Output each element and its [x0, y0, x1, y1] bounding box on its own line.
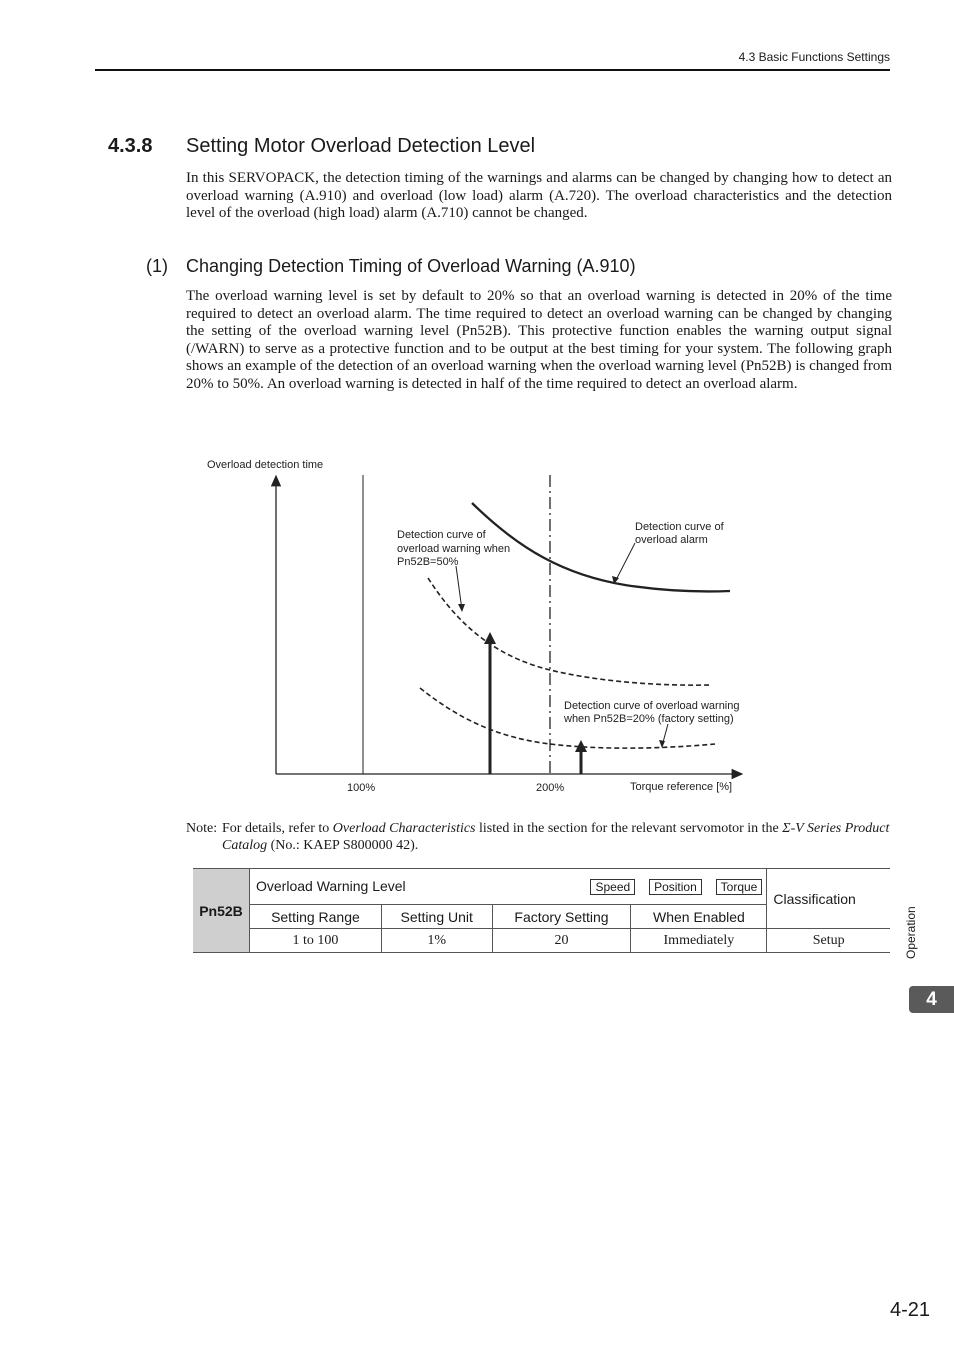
value-setting-range: 1 to 100: [250, 929, 382, 953]
note-reference-title: Overload Characteristics: [332, 821, 476, 836]
side-chapter-label: [904, 895, 920, 965]
warn50-label-line2: overload warning when: [397, 543, 511, 555]
alarm-curve: [472, 503, 730, 591]
alarm-label-line2: overload alarm: [635, 534, 708, 546]
body-paragraph: The overload warning level is set by default to 20% so that an overload warning is detected in 20% of the time required to detect an overload alarm. The time required to detect an overload warning can be changed by changing the setting of the overload warning level (Pn52B). This protective function enables the warning output signal (/WARN) to serve as a protective function and to be output at the best timing for your system. The following graph shows an example of the detection of an overload warning when the overload warning level (Pn52B) is changed from 20% to 50%. An overload warning is detected in half of the time required to detect an overload alarm.: [186, 288, 892, 392]
header-rule: [95, 69, 890, 71]
badge-speed: Speed: [590, 879, 635, 895]
classification-header: Classification: [767, 869, 890, 929]
value-when-enabled: Immediately: [631, 929, 767, 953]
header-setting-unit: Setting Unit: [381, 905, 492, 929]
value-setting-unit: 1%: [381, 929, 492, 953]
header-setting-range: Setting Range: [250, 905, 382, 929]
page-number: 4-21: [889, 1299, 930, 1321]
warning-curve-50: [428, 578, 710, 685]
subsection-title: Changing Detection Timing of Overload Warning (A.910): [186, 256, 636, 276]
alarm-label-line1: Detection curve of: [635, 521, 724, 533]
x-axis-label: Torque reference [%]: [630, 781, 733, 793]
parameter-table: [193, 868, 890, 953]
side-label-text: Operation: [904, 906, 918, 959]
warn20-label-line2: when Pn52B=20% (factory setting): [564, 713, 734, 725]
note-catalog-title: Σ-V Series Product Catalog: [222, 821, 890, 853]
overload-detection-graph: [180, 440, 780, 810]
warn50-label-line1: Detection curve of: [397, 529, 486, 541]
note-label: Note:: [186, 821, 218, 836]
note-text-part: For details, refer to: [222, 821, 333, 836]
warn20-label-line1: Detection curve of overload warning: [564, 700, 740, 712]
section-title: Setting Motor Overload Detection Level: [186, 135, 536, 157]
note-text: [222, 820, 892, 854]
intro-paragraph: In this SERVOPACK, the detection timing of the warnings and alarms can be changed by changing how to detect an overload warning (A.910) and overload (low load) alarm (A.720). The overload characteristics and the detection level of the overload (high load) alarm (A.710) cannot be changed.: [186, 170, 892, 222]
value-classification: Setup: [767, 929, 890, 953]
tick-200: 200%: [536, 782, 565, 794]
running-header: 4.3 Basic Functions Settings: [738, 50, 890, 64]
chapter-tab: 4: [909, 986, 954, 1013]
note: [186, 820, 892, 854]
param-name: Pn52B: [193, 869, 250, 953]
tick-100: 100%: [347, 782, 376, 794]
value-factory-setting: 20: [492, 929, 631, 953]
header-when-enabled: When Enabled: [631, 905, 767, 929]
section-number: 4.3.8: [108, 135, 153, 157]
y-axis-label: Overload detection time: [207, 459, 324, 471]
subsection-number: (1): [146, 256, 168, 276]
badge-position: Position: [649, 879, 702, 895]
param-title: Overload Warning Level: [256, 878, 406, 894]
note-text-part: (No.: KAEP S800000 42).: [267, 838, 419, 853]
warn50-label-line3: Pn52B=50%: [397, 556, 459, 568]
badge-torque: Torque: [716, 879, 763, 895]
note-text-part: listed in the section for the relevant servomotor in the: [475, 821, 783, 836]
param-title-cell: [250, 869, 767, 905]
header-factory-setting: Factory Setting: [492, 905, 631, 929]
